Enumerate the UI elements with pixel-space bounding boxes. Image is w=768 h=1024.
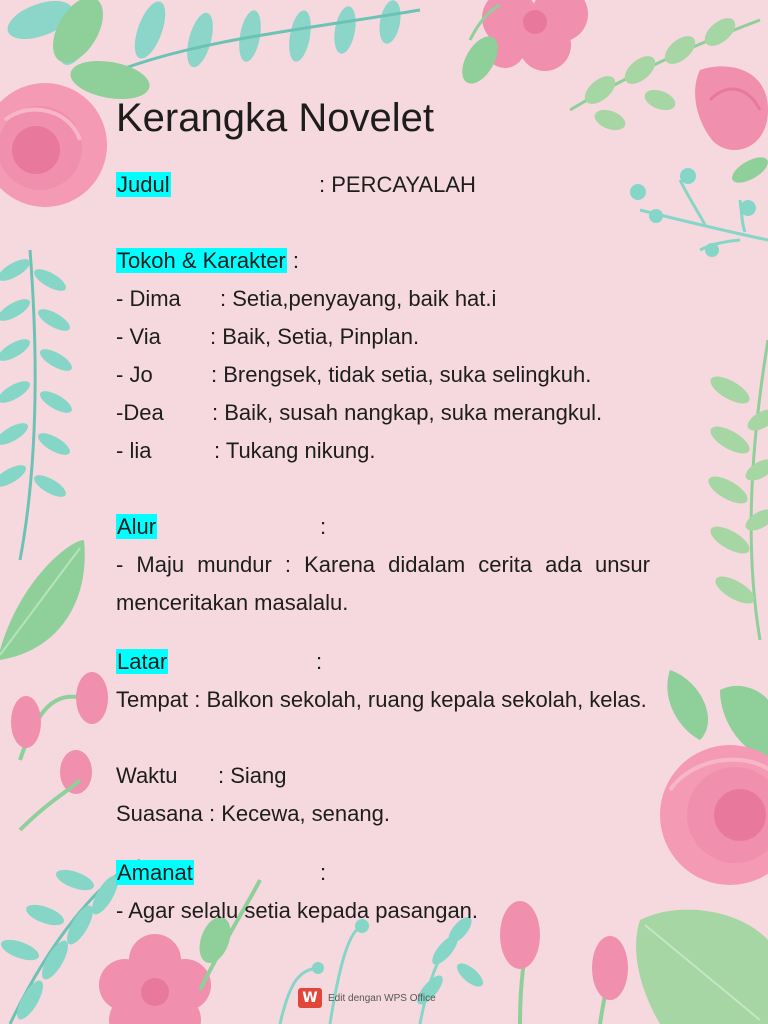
character-row xyxy=(116,284,497,314)
wps-watermark[interactable] xyxy=(298,988,436,1008)
latar-waktu-row xyxy=(116,761,287,791)
character-desc: : Baik, susah nangkap, suka merangkul. xyxy=(212,400,603,425)
character-row xyxy=(116,398,603,428)
amanat-colon: : xyxy=(320,860,327,885)
alur-colon: : xyxy=(320,514,327,539)
character-row xyxy=(116,360,592,390)
latar-colon: : xyxy=(316,649,323,674)
wps-watermark-text: Edit dengan WPS Office xyxy=(328,992,436,1004)
alur-label: Alur xyxy=(117,514,157,539)
alur-heading xyxy=(116,512,327,542)
amanat-label: Amanat xyxy=(117,860,193,885)
waktu-label: Waktu xyxy=(116,763,178,788)
amanat-heading xyxy=(116,858,327,888)
latar-tempat: Tempat : Balkon sekolah, ruang kepala sekolah, kelas. xyxy=(116,687,647,712)
character-name: - lia xyxy=(116,438,152,463)
character-desc: : Tukang nikung. xyxy=(214,438,376,463)
alur-text: - Maju mundur : Karena didalam cerita ada unsur menceritakan masalalu. xyxy=(116,552,650,615)
character-name: - Via xyxy=(116,324,161,349)
tokoh-colon: : xyxy=(292,248,299,273)
tokoh-heading xyxy=(116,246,299,276)
character-row xyxy=(116,436,376,466)
character-desc: : Baik, Setia, Pinplan. xyxy=(210,324,420,349)
character-name: -Dea xyxy=(116,400,164,425)
character-name: - Dima xyxy=(116,286,181,311)
amanat-text: - Agar selalu setia kepada pasangan. xyxy=(116,898,479,923)
page-title: Kerangka Novelet xyxy=(116,96,434,140)
judul-row xyxy=(116,170,476,200)
wps-logo-icon: W xyxy=(298,988,322,1008)
character-row xyxy=(116,322,420,352)
judul-value: : PERCAYALAH xyxy=(319,172,476,197)
latar-label: Latar xyxy=(117,649,168,674)
judul-label: Judul xyxy=(117,172,170,197)
character-desc: : Brengsek, tidak setia, suka selingkuh. xyxy=(211,362,592,387)
character-name: - Jo xyxy=(116,362,153,387)
tokoh-label: Tokoh & Karakter xyxy=(117,248,286,273)
waktu-value: : Siang xyxy=(218,763,287,788)
latar-suasana: Suasana : Kecewa, senang. xyxy=(116,801,390,826)
latar-heading xyxy=(116,647,323,677)
character-desc: : Setia,penyayang, baik hat.i xyxy=(220,286,497,311)
